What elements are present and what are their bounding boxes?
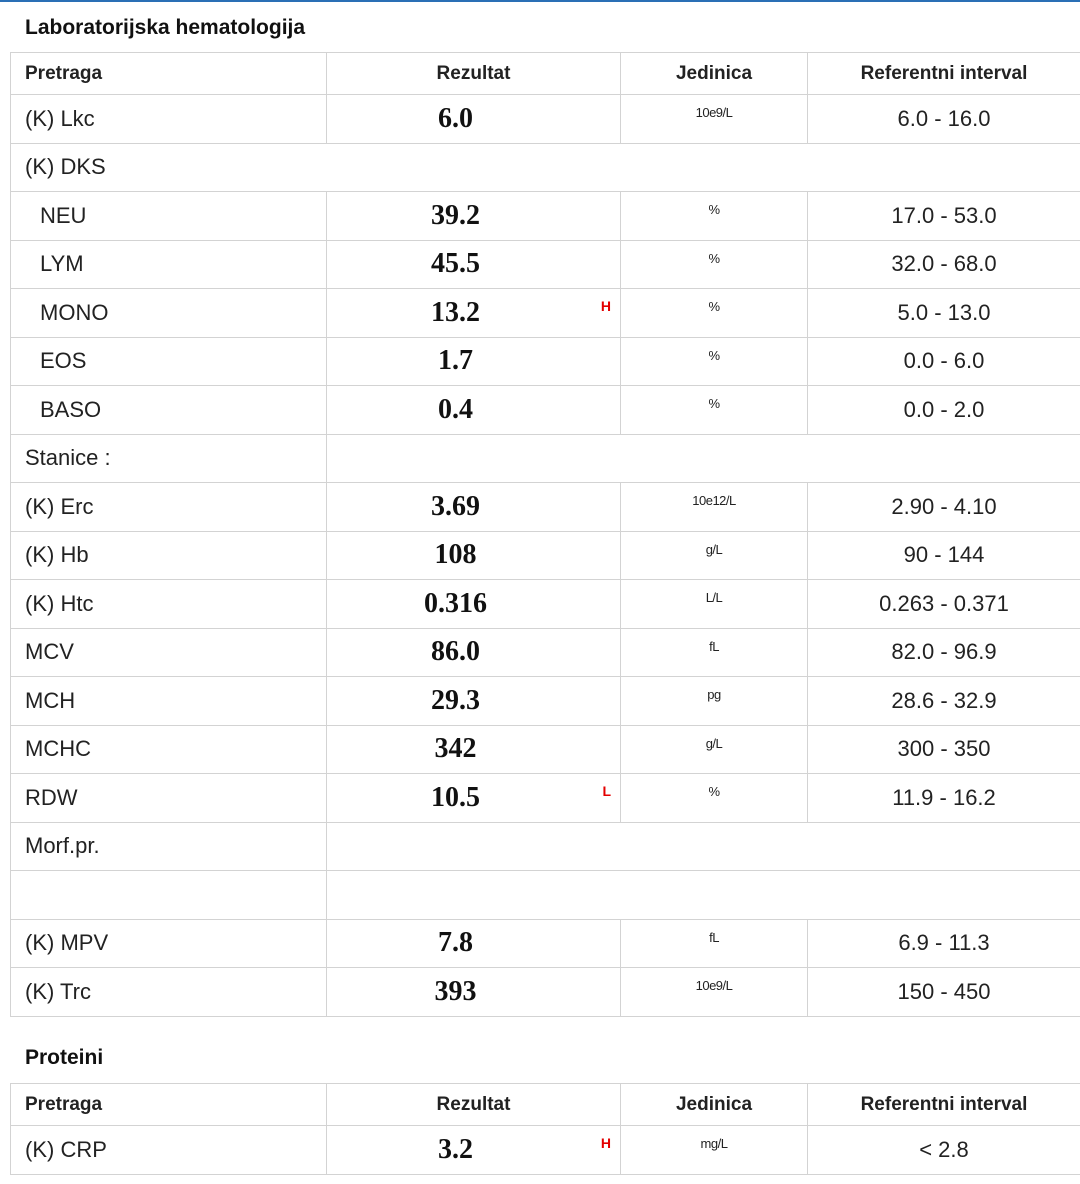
unit-value: L/L bbox=[705, 590, 723, 605]
result-value: 3.69 bbox=[431, 490, 480, 522]
table-row bbox=[11, 725, 1080, 774]
result-value: 393 bbox=[434, 975, 477, 1007]
row-result-cell bbox=[327, 337, 621, 386]
row-unit-cell bbox=[621, 95, 808, 144]
unit-value: % bbox=[708, 250, 720, 266]
unit-value: g/L bbox=[705, 735, 723, 751]
reference-interval: 300 - 350 bbox=[808, 725, 1080, 774]
table-row bbox=[11, 871, 1080, 920]
row-unit-cell bbox=[621, 483, 808, 532]
reference-interval: 82.0 - 96.9 bbox=[808, 628, 1080, 677]
row-result-cell bbox=[327, 289, 621, 338]
reference-interval: 0.263 - 0.371 bbox=[808, 580, 1080, 629]
row-test-name: MCV bbox=[11, 628, 327, 677]
reference-interval: 2.90 - 4.10 bbox=[808, 483, 1080, 532]
header-unit: Jedinica bbox=[621, 1084, 808, 1126]
result-flag: H bbox=[600, 298, 611, 314]
row-test-name: RDW bbox=[11, 774, 327, 823]
reference-interval: 17.0 - 53.0 bbox=[808, 192, 1080, 241]
result-value: 13.2 bbox=[431, 296, 480, 328]
row-result-cell bbox=[327, 677, 621, 726]
table-row bbox=[11, 677, 1080, 726]
top-border-line bbox=[0, 0, 1080, 2]
reference-interval: 6.0 - 16.0 bbox=[808, 95, 1080, 144]
result-value: 0.316 bbox=[424, 587, 487, 619]
row-test-name: (K) Trc bbox=[11, 968, 327, 1017]
unit-value: % bbox=[708, 347, 720, 363]
row-unit-cell bbox=[621, 289, 808, 338]
proteins-results-table bbox=[10, 1083, 1080, 1175]
unit-value: % bbox=[708, 784, 720, 799]
row-unit-cell bbox=[621, 919, 808, 968]
reference-interval: 32.0 - 68.0 bbox=[808, 240, 1080, 289]
row-result-cell bbox=[327, 192, 621, 241]
row-result-cell bbox=[327, 774, 621, 823]
result-value: 7.8 bbox=[438, 927, 473, 959]
row-result-cell bbox=[327, 483, 621, 532]
row-label bbox=[11, 871, 327, 920]
table-row bbox=[11, 289, 1080, 338]
row-unit-cell bbox=[621, 531, 808, 580]
header-reference: Referentni interval bbox=[808, 53, 1080, 95]
row-test-name: MCH bbox=[11, 677, 327, 726]
unit-value: fL bbox=[709, 929, 719, 945]
row-note-value bbox=[327, 871, 1080, 920]
row-note-value bbox=[327, 434, 1080, 483]
result-value: 39.2 bbox=[431, 199, 480, 231]
row-test-name: (K) Hb bbox=[11, 531, 327, 580]
row-note-value bbox=[327, 822, 1080, 871]
unit-value: 10e9/L bbox=[695, 105, 733, 120]
table-row bbox=[11, 143, 1080, 192]
row-label: Stanice : bbox=[11, 434, 327, 483]
result-value: 86.0 bbox=[431, 636, 480, 668]
unit-value: fL bbox=[709, 638, 719, 654]
row-result-cell bbox=[327, 628, 621, 677]
table-row bbox=[11, 240, 1080, 289]
table-header-row bbox=[11, 53, 1080, 95]
table-row bbox=[11, 968, 1080, 1017]
result-value: 1.7 bbox=[438, 345, 473, 377]
reference-interval: 0.0 - 2.0 bbox=[808, 386, 1080, 435]
table-row bbox=[11, 531, 1080, 580]
row-result-cell bbox=[327, 968, 621, 1017]
row-test-name: NEU bbox=[11, 192, 327, 241]
row-unit-cell bbox=[621, 628, 808, 677]
result-value: 108 bbox=[434, 539, 477, 571]
unit-value: 10e12/L bbox=[692, 493, 736, 508]
header-test: Pretraga bbox=[11, 1084, 327, 1126]
row-result-cell bbox=[327, 240, 621, 289]
header-test: Pretraga bbox=[11, 53, 327, 95]
row-unit-cell bbox=[621, 240, 808, 289]
reference-interval: 28.6 - 32.9 bbox=[808, 677, 1080, 726]
header-reference: Referentni interval bbox=[808, 1084, 1080, 1126]
row-test-name: EOS bbox=[11, 337, 327, 386]
unit-value: pg bbox=[707, 687, 721, 702]
row-result-cell bbox=[327, 1126, 621, 1175]
section-title-hematology: Laboratorijska hematologija bbox=[25, 16, 306, 39]
row-test-name: MCHC bbox=[11, 725, 327, 774]
row-result-cell bbox=[327, 386, 621, 435]
unit-value: 10e9/L bbox=[695, 978, 733, 993]
table-row bbox=[11, 628, 1080, 677]
row-unit-cell bbox=[621, 386, 808, 435]
hematology-results-table bbox=[10, 52, 1080, 1017]
unit-value: mg/L bbox=[700, 1136, 728, 1151]
reference-interval: 6.9 - 11.3 bbox=[808, 919, 1080, 968]
unit-value: % bbox=[708, 202, 720, 217]
row-test-name: (K) Lkc bbox=[11, 95, 327, 144]
row-label: Morf.pr. bbox=[11, 822, 327, 871]
row-group-label: (K) DKS bbox=[11, 143, 1080, 192]
unit-value: % bbox=[708, 299, 720, 314]
reference-interval: 5.0 - 13.0 bbox=[808, 289, 1080, 338]
row-unit-cell bbox=[621, 774, 808, 823]
table-row bbox=[11, 774, 1080, 823]
result-value: 0.4 bbox=[438, 393, 473, 425]
table-row bbox=[11, 822, 1080, 871]
reference-interval: < 2.8 bbox=[808, 1126, 1080, 1175]
row-test-name: LYM bbox=[11, 240, 327, 289]
result-flag: H bbox=[600, 1135, 611, 1151]
table-header-row bbox=[11, 1084, 1080, 1126]
table-row bbox=[11, 434, 1080, 483]
row-result-cell bbox=[327, 95, 621, 144]
header-result: Rezultat bbox=[327, 1084, 621, 1126]
row-unit-cell bbox=[621, 1126, 808, 1175]
reference-interval: 90 - 144 bbox=[808, 531, 1080, 580]
row-test-name: (K) MPV bbox=[11, 919, 327, 968]
table-row bbox=[11, 192, 1080, 241]
row-test-name: (K) Erc bbox=[11, 483, 327, 532]
result-value: 10.5 bbox=[431, 781, 480, 813]
row-unit-cell bbox=[621, 968, 808, 1017]
row-result-cell bbox=[327, 531, 621, 580]
result-value: 342 bbox=[434, 733, 477, 765]
result-value: 45.5 bbox=[431, 248, 480, 280]
row-result-cell bbox=[327, 919, 621, 968]
row-test-name: (K) Htc bbox=[11, 580, 327, 629]
row-result-cell bbox=[327, 580, 621, 629]
row-unit-cell bbox=[621, 677, 808, 726]
table-row bbox=[11, 95, 1080, 144]
row-result-cell bbox=[327, 725, 621, 774]
table-row bbox=[11, 1126, 1080, 1175]
table-row bbox=[11, 386, 1080, 435]
row-test-name: (K) CRP bbox=[11, 1126, 327, 1175]
row-test-name: MONO bbox=[11, 289, 327, 338]
header-unit: Jedinica bbox=[621, 53, 808, 95]
result-value: 3.2 bbox=[438, 1133, 473, 1165]
unit-value: g/L bbox=[705, 541, 723, 557]
reference-interval: 150 - 450 bbox=[808, 968, 1080, 1017]
table-row bbox=[11, 337, 1080, 386]
row-unit-cell bbox=[621, 192, 808, 241]
row-unit-cell bbox=[621, 337, 808, 386]
header-result: Rezultat bbox=[327, 53, 621, 95]
table-row bbox=[11, 483, 1080, 532]
row-test-name: BASO bbox=[11, 386, 327, 435]
table-row bbox=[11, 580, 1080, 629]
row-unit-cell bbox=[621, 725, 808, 774]
table-row bbox=[11, 919, 1080, 968]
reference-interval: 0.0 - 6.0 bbox=[808, 337, 1080, 386]
row-unit-cell bbox=[621, 580, 808, 629]
result-value: 29.3 bbox=[431, 684, 480, 716]
reference-interval: 11.9 - 16.2 bbox=[808, 774, 1080, 823]
result-value: 6.0 bbox=[438, 102, 473, 134]
unit-value: % bbox=[708, 396, 720, 411]
result-flag: L bbox=[602, 783, 611, 799]
section-title-proteins: Proteini bbox=[25, 1046, 104, 1069]
